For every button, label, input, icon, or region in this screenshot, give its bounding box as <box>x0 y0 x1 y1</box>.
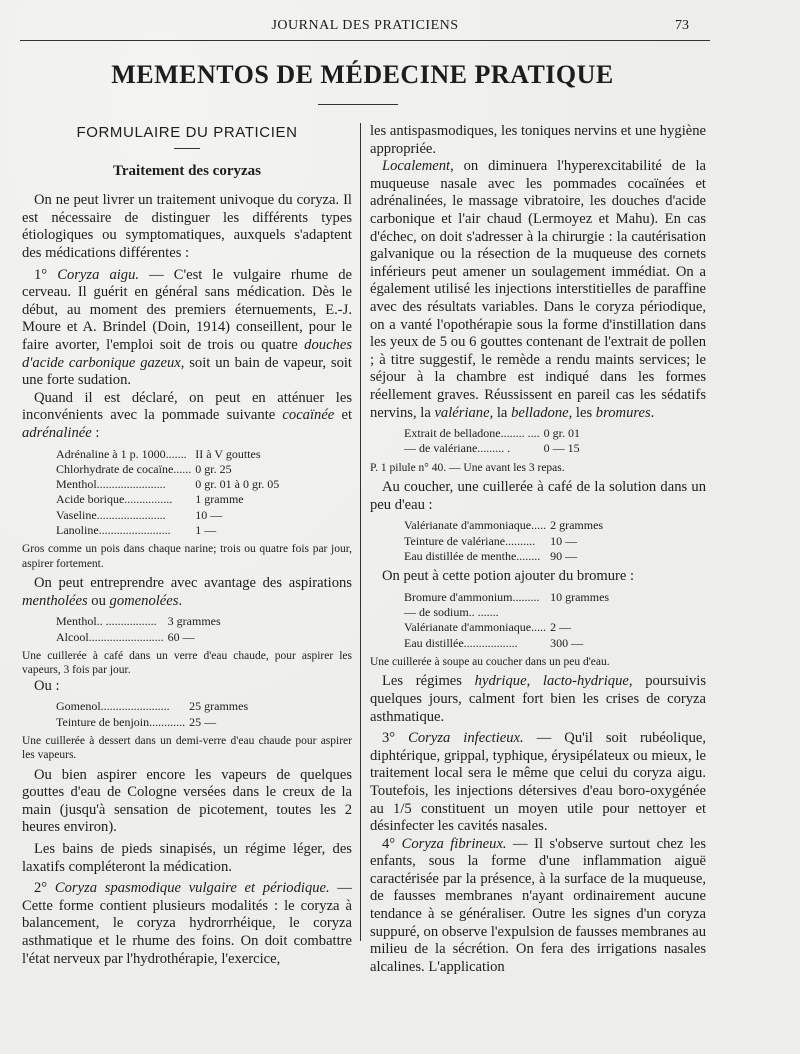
prescription-row: Menthol.. ................. 3 grammes <box>56 614 221 629</box>
left-column <box>22 123 352 968</box>
dosage-note: Gros comme un pois dans chaque narine; trois ou quatre fois par jour, aspirer fortement. <box>22 543 352 570</box>
title-rule <box>318 104 398 105</box>
column-divider <box>360 123 361 941</box>
page-title: MEMENTOS DE MÉDECINE PRATIQUE <box>111 60 614 89</box>
dosage-note: Une cuillerée à soupe au coucher dans un peu d'eau. <box>370 655 610 668</box>
prescription-row: Teinture de benjoin............ 25 — <box>56 714 217 729</box>
section-title: FORMULAIRE DU PRATICIEN <box>76 124 298 141</box>
prescription-row: Lanoline........................ 1 — <box>56 522 217 537</box>
prescription-row: Valérianate d'ammoniaque..... 2 — <box>404 620 572 635</box>
subsection-title: Traitement des coryzas <box>112 162 261 179</box>
dosage-note: Une cuillerée à café dans un verre d'eau chaude, pour aspirer les vapeurs, 3 fois par jour. <box>22 649 352 677</box>
paragraph: 2° Coryza spasmodique vulgaire et périodique. — Cette forme contient plusieurs modalités : le coryza à balancement, le coryza hydrorrhéique, le coryza asthmatique et le rhume des foins. On doit combattre l'état nerveux par l'hydrothérapie, l'exercice, <box>22 880 352 967</box>
section-rule <box>174 148 200 149</box>
paragraph: Localement, on diminuera l'hyperexcitabilité de la muqueuse nasale avec les pommades cocaïnées et adrénalinées, le massage vibratoire, les douches d'acide carbonique et l'air chaud (Lermoyez et Mahu). En cas d'échec, on doit s'adresser à la chirurgie : la cautérisation galvanique ou la résection de la muqueuse des cornets inférieurs peut amener un soulagement immédiat. On a également utilisé les injections interstitielles de paraffine avec des résultats variables. Dans le coryza périodique, on a vanté l'opothérapie sous la forme d'instillation dans les yeux de 5 ou 6 gouttes contenant de l'extrait de pollen ; à titre suggestif, le remède a rendu maints services; le séjour à la chambre est indiqué dans les formes réellement graves. Réussissent en pareil cas les sédatifs nervins, la valériane, la belladone, les bromures. <box>370 158 706 421</box>
paragraph: les antispasmodiques, les toniques nervins et une hygiène appropriée. <box>370 123 706 157</box>
paragraph: On peut à cette potion ajouter du bromure : <box>382 568 635 585</box>
prescription-row: Chlorhydrate de cocaïne...... 0 gr. 25 <box>56 461 232 476</box>
prescription-row: Eau distillée.................. 300 — <box>404 635 584 650</box>
prescription-table <box>404 518 603 564</box>
prescription-row: Vaseline....................... 10 — <box>56 507 223 522</box>
prescription-table <box>56 614 221 645</box>
dosage-note: Une cuillerée à dessert dans un demi-verre d'eau chaude pour aspirer les vapeurs. <box>22 734 352 762</box>
paragraph: 4° Coryza fibrineux. — Il s'observe surtout chez les enfants, sous la forme d'une inflammation aiguë caractérisée par la présence, à la surface de la muqueuse, de fausses membranes n'ayant ordinairement aucune tendance à se généraliser. Outre les signes d'un coryza suppuré, on observe l'expulsion de fausses membranes au milieu de la sécrétion. On fera des irrigations nasales alcalines. L'application <box>370 835 707 975</box>
header-rule <box>20 40 710 41</box>
prescription-row: Alcool......................... 60 — <box>56 629 195 644</box>
prescription-row: Valérianate d'ammoniaque..... 2 grammes <box>404 518 604 533</box>
prescription-table <box>56 699 248 730</box>
prescription-row: Adrénaline à 1 p. 1000....... II à V gouttes <box>56 446 261 461</box>
prescription-row: Acide borique................ 1 gramme <box>56 492 244 507</box>
paragraph: Au coucher, une cuillerée à café de la solution dans un peu d'eau : <box>370 479 706 513</box>
paragraph: 1° Coryza aigu. — C'est le vulgaire rhume de cerveau. Il guérit en général sans médication. Dès le début, au moment des premiers éternuements, E.-J. Moure et A. Brindel (Doin, 1914) conseillent, pour le faire avorter, l'emploi soit de trois ou quatre douches d'acide carbonique gazeux, soit un bain de vapeur, soit une forte sudation. <box>22 266 353 389</box>
prescription-row: Teinture de valériane.......... 10 — <box>404 533 578 548</box>
prescription-row: Extrait de belladone........ .... 0 gr. 01 <box>404 426 580 441</box>
page-number: 73 <box>675 18 689 33</box>
prescription-row: Menthol....................... 0 gr. 01 à 0 gr. 05 <box>56 477 280 492</box>
paragraph: 3° Coryza infectieux. — Qu'il soit rubéolique, diphtérique, grippal, typhique, érysipélateux ou mieux, le traitement local sera le même que celui du coryza aigu. Toutefois, les injections détersives d'eau boro-oxygénée au 1/5 constituent un moyen utile pour nettoyer et désinfecter les cavités nasales. <box>370 730 706 835</box>
paragraph: Ou bien aspirer encore les vapeurs de quelques gouttes d'eau de Cologne versées dans le creux de la main (jusqu'à sensation de picotement, toutes les 2 heures environ). <box>22 766 352 836</box>
prescription-table <box>56 447 279 539</box>
prescription-table <box>404 426 580 457</box>
running-head: JOURNAL DES PRATICIENS <box>271 18 459 33</box>
paragraph: Ou : <box>34 677 60 694</box>
paragraph: Les bains de pieds sinapisés, un régime léger, des laxatifs compléteront la médication. <box>22 841 352 875</box>
prescription-row: — de sodium.. ....... <box>404 605 499 620</box>
prescription-row: — de valériane......... . 0 — 15 <box>404 441 580 456</box>
paragraph: Les régimes hydrique, lacto-hydrique, poursuivis quelques jours, calment fort bien les crises de coryza asthmatique. <box>370 673 707 725</box>
prescription-row: Gomenol....................... 25 grammes <box>56 699 249 714</box>
prescription-row: Bromure d'ammonium......... 10 grammes <box>404 589 610 604</box>
dosage-note: P. 1 pilule n° 40. — Une avant les 3 repas. <box>370 461 565 474</box>
prescription-table <box>404 590 609 651</box>
paragraph: On peut entreprendre avec avantage des aspirations mentholées ou gomenolées. <box>22 575 352 609</box>
paragraph: Quand il est déclaré, on peut en atténuer les inconvénients avec la pommade suivante cocaïnée et adrénalinée : <box>22 389 352 441</box>
right-column <box>370 123 706 976</box>
paragraph: On ne peut livrer un traitement univoque du coryza. Il est nécessaire de distinguer les différents types étiologiques ou symptomatiques, auxquels s'adaptent des médications différentes : <box>22 192 352 261</box>
prescription-row: Eau distillée de menthe........ 90 — <box>404 548 578 563</box>
